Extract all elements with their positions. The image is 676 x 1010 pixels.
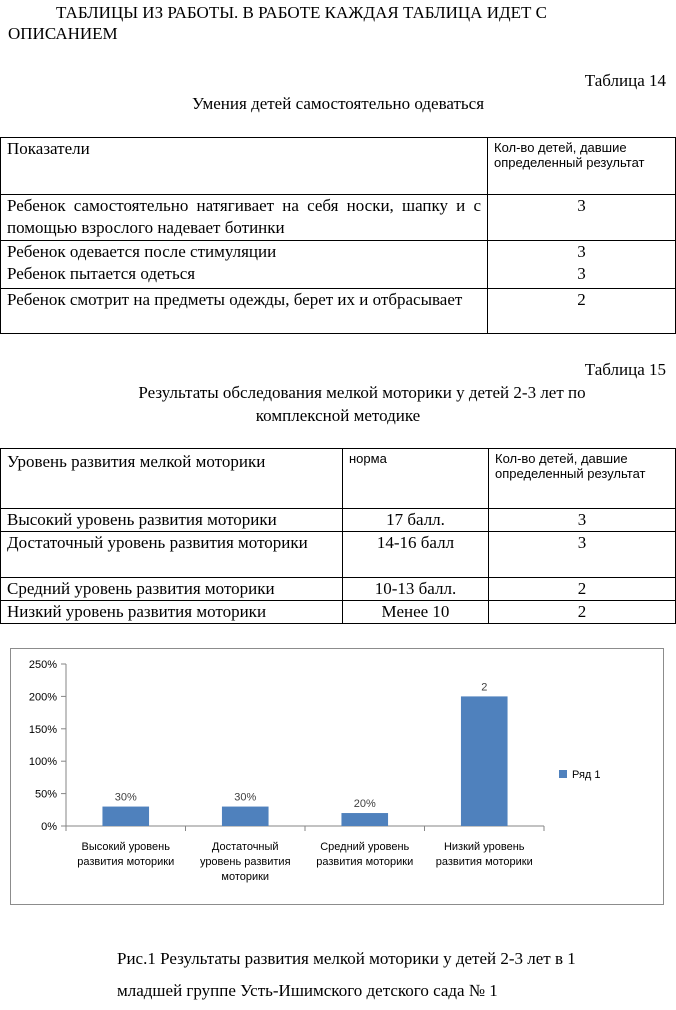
table14-row-text: Ребенок смотрит на предметы одежды, берет их и отбрасывает bbox=[7, 290, 463, 309]
y-tick-label: 50% bbox=[34, 788, 57, 801]
figure-caption-line2: младшей группе Усть-Ишимского детского сада № 1 bbox=[117, 981, 498, 1000]
legend-swatch bbox=[559, 770, 567, 778]
table15-title-line2: комплексной методике bbox=[255, 406, 421, 425]
table15-row-level: Низкий уровень развития моторики bbox=[7, 602, 267, 621]
x-tick-label: развития моторики bbox=[316, 856, 414, 868]
table14-row-value: 3 bbox=[577, 264, 586, 283]
table15-title-line1: Результаты обследования мелкой моторики у детей 2-3 лет по bbox=[138, 383, 586, 402]
y-tick-label: 200% bbox=[28, 691, 57, 704]
legend-label: Ряд 1 bbox=[572, 769, 601, 781]
document-heading: ТАБЛИЦЫ ИЗ РАБОТЫ. В РАБОТЕ КАЖДАЯ ТАБЛИЦА ИДЕТ С ОПИСАНИЕМ bbox=[8, 3, 547, 43]
table-row bbox=[1, 578, 676, 601]
x-tick-label: моторики bbox=[221, 871, 270, 883]
bar-chart bbox=[11, 649, 663, 904]
table-row bbox=[1, 138, 676, 195]
table15-label: Таблица 15 bbox=[584, 360, 666, 379]
table15-row-norm: 17 балл. bbox=[386, 510, 445, 529]
table14-header-count: Кол-во детей, давшие определенный результат bbox=[494, 140, 645, 170]
table15-row-norm: 10-13 балл. bbox=[374, 579, 457, 598]
table14-label: Таблица 14 bbox=[584, 71, 666, 90]
x-tick-label: Средний уровень bbox=[320, 841, 410, 853]
table14-row-text: Ребенок самостоятельно натягивает на себя носки, шапку и с помощью взрослого надевает ботинки bbox=[7, 196, 481, 237]
y-tick-label: 150% bbox=[28, 723, 57, 736]
bar bbox=[222, 807, 269, 826]
data-label: 30% bbox=[234, 791, 257, 804]
table15-row-value: 2 bbox=[577, 602, 587, 621]
x-tick-label: развития моторики bbox=[77, 856, 175, 868]
table14-row-value: 3 bbox=[577, 242, 586, 261]
x-tick-label: развития моторики bbox=[435, 856, 533, 868]
figure-caption-line1: Рис.1 Результаты развития мелкой моторики у детей 2-3 лет в 1 bbox=[117, 949, 576, 968]
table15-row-level: Средний уровень развития моторики bbox=[7, 579, 275, 598]
bar bbox=[102, 807, 149, 826]
chart-frame bbox=[10, 648, 664, 905]
x-tick-label: уровень развития bbox=[199, 856, 291, 868]
table14-header-indicators: Показатели bbox=[7, 139, 90, 158]
x-tick-label: Низкий уровень bbox=[443, 841, 525, 853]
table15 bbox=[0, 448, 676, 624]
table14-row-text: Ребенок одевается после стимуляции bbox=[7, 242, 277, 261]
table-row bbox=[1, 509, 676, 532]
table-row bbox=[1, 449, 676, 509]
table-row bbox=[1, 195, 676, 241]
y-tick-label: 0% bbox=[41, 821, 57, 833]
table14-row-value: 2 bbox=[577, 290, 586, 309]
table14-row-text: Ребенок пытается одеться bbox=[7, 264, 196, 283]
table15-header-level: Уровень развития мелкой моторики bbox=[7, 452, 266, 471]
table-row bbox=[1, 241, 676, 289]
bar bbox=[461, 696, 508, 826]
data-label: 20% bbox=[353, 798, 376, 811]
table15-row-value: 3 bbox=[577, 510, 587, 529]
table14-title: Умения детей самостоятельно одеваться bbox=[191, 94, 485, 113]
bar bbox=[341, 813, 388, 826]
table15-row-norm: Менее 10 bbox=[381, 602, 450, 621]
x-tick-label: Высокий уровень bbox=[81, 841, 170, 853]
table-row bbox=[1, 532, 676, 578]
table14-row-value: 3 bbox=[577, 196, 586, 215]
x-tick-label: Достаточный bbox=[211, 841, 279, 853]
data-label: 2 bbox=[481, 681, 488, 694]
data-label: 30% bbox=[114, 791, 137, 804]
table15-row-level: Высокий уровень развития моторики bbox=[7, 510, 277, 529]
table15-row-level: Достаточный уровень развития моторики bbox=[7, 533, 308, 552]
table-row bbox=[1, 289, 676, 334]
table14 bbox=[0, 137, 676, 334]
y-tick-label: 100% bbox=[28, 756, 57, 769]
table-row bbox=[1, 601, 676, 624]
table15-header-norm: норма bbox=[349, 451, 387, 466]
y-tick-label: 250% bbox=[28, 659, 57, 671]
table15-row-value: 3 bbox=[577, 533, 587, 552]
table15-row-norm: 14-16 балл bbox=[376, 533, 455, 552]
table15-row-value: 2 bbox=[577, 579, 587, 598]
table15-header-count: Кол-во детей, давшие определенный результат bbox=[495, 451, 646, 481]
